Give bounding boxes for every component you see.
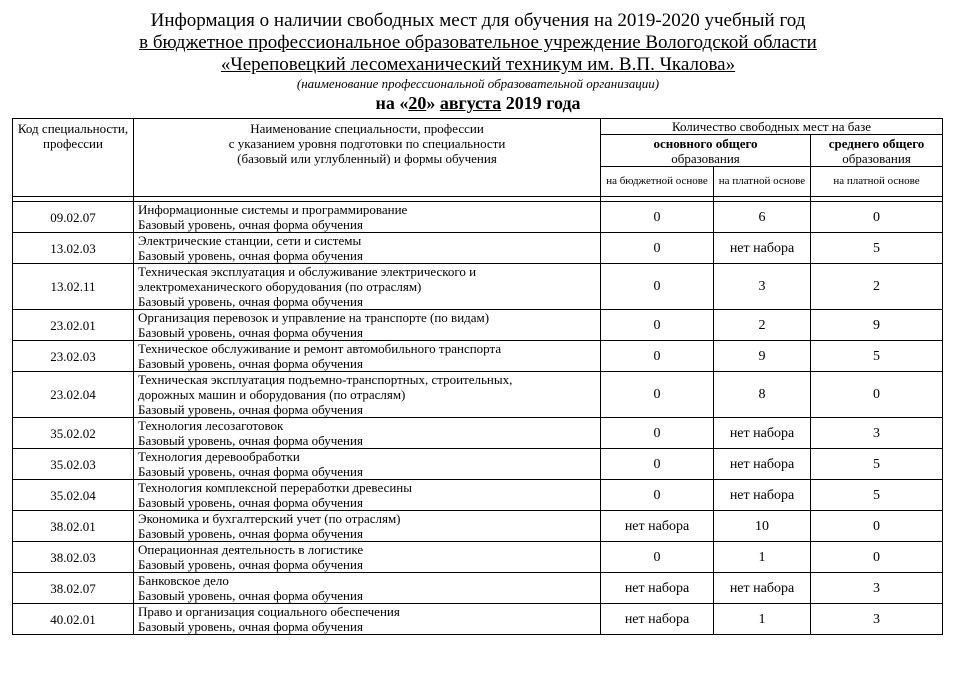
paid-basic-places: нет набора: [714, 233, 811, 264]
specialty-name-line: Базовый уровень, очная форма обучения: [138, 325, 363, 340]
specialty-name-line: Право и организация социального обеспечения: [138, 604, 400, 619]
paid-basic-places: 10: [714, 511, 811, 542]
budget-places: нет набора: [601, 573, 714, 604]
paid-secondary-places: 9: [811, 310, 943, 341]
paid-basic-places: нет набора: [714, 573, 811, 604]
specialty-code: 38.02.03: [13, 542, 134, 573]
table-row: [13, 511, 943, 542]
specialty-name: [134, 511, 601, 542]
specialty-name: [134, 233, 601, 264]
document-header: [0, 10, 956, 113]
paid-secondary-places: 0: [811, 511, 943, 542]
specialty-name-line: Техническая эксплуатация подъемно-транспортных, строительных,: [138, 372, 513, 387]
specialty-name: [134, 604, 601, 635]
paid-secondary-places: 5: [811, 480, 943, 511]
specialty-name-line: Базовый уровень, очная форма обучения: [138, 464, 363, 479]
date-mid: »: [426, 93, 440, 113]
specialty-name-line: Базовый уровень, очная форма обучения: [138, 495, 363, 510]
specialty-name-line: дорожных машин и оборудования (по отраслям): [138, 387, 406, 402]
paid-basic-places: 1: [714, 542, 811, 573]
paid-basic-places: 2: [714, 310, 811, 341]
header-paid-secondary: на платной основе: [811, 167, 943, 197]
specialty-code: 23.02.01: [13, 310, 134, 341]
paid-basic-places: 3: [714, 264, 811, 310]
header-places: Количество свободных мест на базе: [601, 119, 943, 135]
header-basic-education: [601, 135, 811, 167]
specialty-name-line: Базовый уровень, очная форма обучения: [138, 433, 363, 448]
specialty-name-line: Базовый уровень, очная форма обучения: [138, 356, 363, 371]
paid-secondary-places: 5: [811, 341, 943, 372]
header-code: Код специальности, профессии: [13, 119, 134, 197]
header-secondary-line-2: образования: [842, 150, 911, 166]
paid-secondary-places: 3: [811, 604, 943, 635]
title-line-3: «Череповецкий лесомеханический техникум им. В.П. Чкалова»: [220, 54, 736, 75]
header-paid-basic: на платной основе: [714, 167, 811, 197]
paid-basic-places: 1: [714, 604, 811, 635]
specialty-name-line: Технология лесозаготовок: [138, 418, 284, 433]
specialty-name-line: Технология деревообработки: [138, 449, 300, 464]
header-secondary-line-1: среднего общего: [828, 135, 925, 151]
header-name: [134, 119, 601, 197]
specialty-name-line: Техническое обслуживание и ремонт автомобильного транспорта: [138, 341, 502, 356]
budget-places: 0: [601, 480, 714, 511]
specialty-name: [134, 202, 601, 233]
specialty-code: 13.02.03: [13, 233, 134, 264]
specialty-name-line: электромеханического оборудования (по отраслям): [138, 279, 422, 294]
table-row: [13, 372, 943, 418]
specialty-name-line: Базовый уровень, очная форма обучения: [138, 402, 363, 417]
budget-places: 0: [601, 341, 714, 372]
table-body: [13, 197, 943, 635]
specialty-code: 23.02.04: [13, 372, 134, 418]
specialty-name-line: Экономика и бухгалтерский учет (по отраслям): [138, 511, 401, 526]
specialty-code: 35.02.04: [13, 480, 134, 511]
date-suffix: 2019 года: [501, 93, 581, 113]
title-line-2: в бюджетное профессиональное образовательное учреждение Вологодской области: [139, 32, 817, 53]
paid-secondary-places: 3: [811, 418, 943, 449]
specialty-name-line: Банковское дело: [138, 573, 229, 588]
table-row: [13, 233, 943, 264]
specialty-name: [134, 542, 601, 573]
specialty-code: 23.02.03: [13, 341, 134, 372]
specialty-code: 38.02.07: [13, 573, 134, 604]
specialty-name-line: Базовый уровень, очная форма обучения: [138, 526, 363, 541]
paid-secondary-places: 2: [811, 264, 943, 310]
title-line-1: Информация о наличии свободных мест для обучения на 2019-2020 учебный год: [150, 10, 806, 31]
table-row: [13, 202, 943, 233]
table-row: [13, 480, 943, 511]
paid-secondary-places: 0: [811, 372, 943, 418]
specialty-code: 09.02.07: [13, 202, 134, 233]
specialty-code: 13.02.11: [13, 264, 134, 310]
specialty-name-line: Техническая эксплуатация и обслуживание электрического и: [138, 264, 477, 279]
budget-places: нет набора: [601, 511, 714, 542]
header-secondary-education: [811, 135, 943, 167]
header-name-line-2: с указанием уровня подготовки по специальности: [228, 136, 506, 151]
paid-basic-places: нет набора: [714, 418, 811, 449]
table-row: [13, 341, 943, 372]
paid-basic-places: 8: [714, 372, 811, 418]
specialty-name-line: Базовый уровень, очная форма обучения: [138, 557, 363, 572]
table-row: [13, 264, 943, 310]
paid-secondary-places: 0: [811, 542, 943, 573]
budget-places: нет набора: [601, 604, 714, 635]
paid-basic-places: 6: [714, 202, 811, 233]
specialty-name: [134, 372, 601, 418]
specialty-code: 40.02.01: [13, 604, 134, 635]
budget-places: 0: [601, 202, 714, 233]
paid-basic-places: нет набора: [714, 449, 811, 480]
specialty-name-line: Организация перевозок и управление на транспорте (по видам): [138, 310, 490, 325]
date-month: августа: [439, 93, 502, 113]
table-row: [13, 604, 943, 635]
header-name-line-1: Наименование специальности, профессии: [250, 121, 484, 136]
budget-places: 0: [601, 449, 714, 480]
specialty-name-line: Базовый уровень, очная форма обучения: [138, 248, 363, 263]
date-day: 20: [408, 93, 427, 113]
specialty-code: 35.02.02: [13, 418, 134, 449]
specialty-name: [134, 418, 601, 449]
specialty-code: 35.02.03: [13, 449, 134, 480]
specialty-name: [134, 480, 601, 511]
specialty-name-line: Операционная деятельность в логистике: [138, 542, 364, 557]
budget-places: 0: [601, 542, 714, 573]
paid-secondary-places: 0: [811, 202, 943, 233]
specialty-name: [134, 449, 601, 480]
table-row: [13, 310, 943, 341]
vacancies-table: [12, 118, 943, 635]
title-caption: (наименование профессиональной образовательной организации): [296, 76, 660, 91]
specialty-name-line: Электрические станции, сети и системы: [138, 233, 362, 248]
specialty-name-line: Базовый уровень, очная форма обучения: [138, 217, 363, 232]
specialty-name-line: Информационные системы и программирование: [138, 202, 408, 217]
report-date: [0, 93, 956, 113]
header-basic-line-1: основного общего: [653, 135, 758, 151]
date-prefix: на «: [375, 93, 409, 113]
budget-places: 0: [601, 264, 714, 310]
header-name-line-3: (базовый или углубленный) и формы обучения: [237, 151, 497, 166]
paid-basic-places: нет набора: [714, 480, 811, 511]
specialty-name: [134, 341, 601, 372]
header-basic-line-2: образования: [671, 150, 740, 166]
specialty-name-line: Технология комплексной переработки древесины: [138, 480, 412, 495]
header-budget: на бюджетной основе: [601, 167, 714, 197]
paid-basic-places: 9: [714, 341, 811, 372]
specialty-name: [134, 264, 601, 310]
table-row: [13, 418, 943, 449]
budget-places: 0: [601, 233, 714, 264]
paid-secondary-places: 5: [811, 449, 943, 480]
paid-secondary-places: 5: [811, 233, 943, 264]
specialty-name-line: Базовый уровень, очная форма обучения: [138, 619, 363, 634]
budget-places: 0: [601, 372, 714, 418]
table-row: [13, 573, 943, 604]
paid-secondary-places: 3: [811, 573, 943, 604]
budget-places: 0: [601, 418, 714, 449]
specialty-name-line: Базовый уровень, очная форма обучения: [138, 588, 363, 603]
table-row: [13, 542, 943, 573]
table-row: [13, 449, 943, 480]
specialty-code: 38.02.01: [13, 511, 134, 542]
specialty-name: [134, 573, 601, 604]
budget-places: 0: [601, 310, 714, 341]
specialty-name-line: Базовый уровень, очная форма обучения: [138, 294, 363, 309]
specialty-name: [134, 310, 601, 341]
